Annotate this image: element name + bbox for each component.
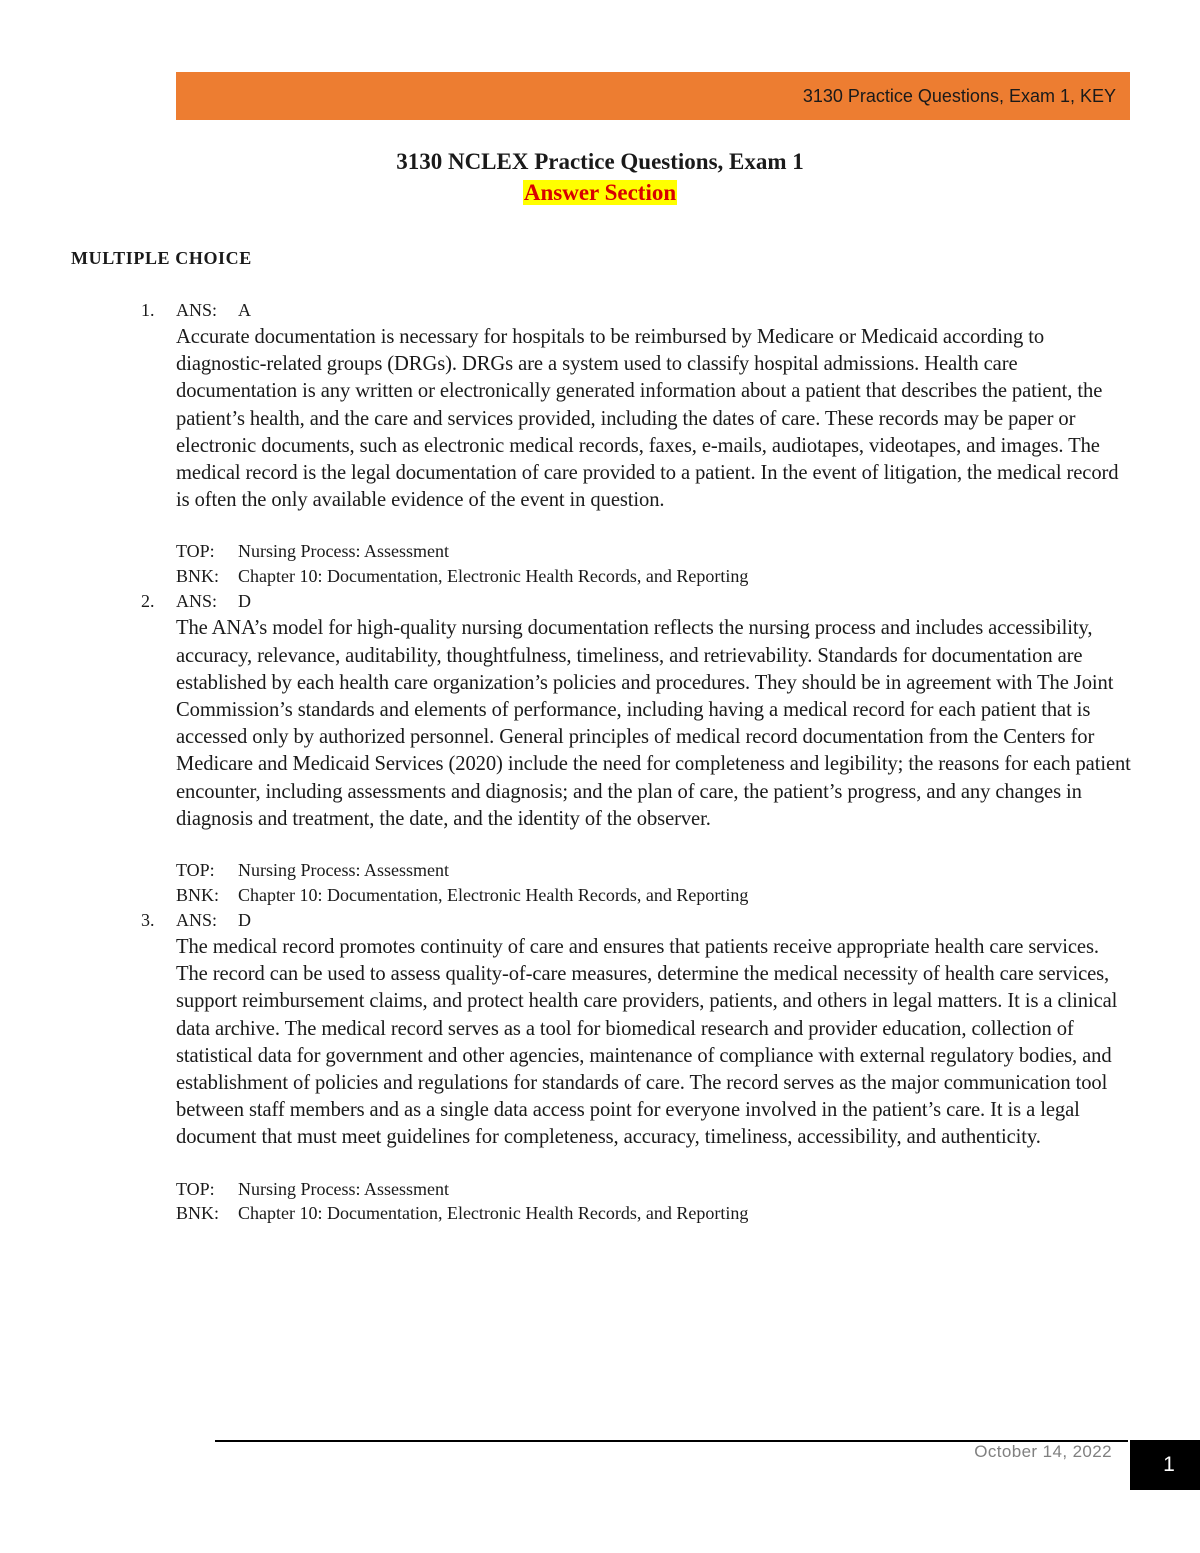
topic-line xyxy=(176,1177,1131,1202)
answer-label: ANS: xyxy=(176,300,218,320)
bank-line xyxy=(176,564,1131,589)
bank-label: BNK: xyxy=(176,1203,220,1224)
question-item xyxy=(141,907,1131,1226)
question-body xyxy=(176,588,1131,907)
bank-value: Chapter 10: Documentation, Electronic Health Records, and Reporting xyxy=(238,565,749,586)
rationale-text: Accurate documentation is necessary for hospitals to be reimbursed by Medicare or Medicaid according to diagnostic-related groups (DRGs). DRGs are a system used to classify hospital admissions. Health care documentation is any written or electronically generated information about a patient that describes the patient, the patient’s health, and the care and services provided, including the dates of care. These records may be paper or electronic documents, such as electronic medical records, faxes, e-mails, audiotapes, videotapes, and images. The medical record is the legal documentation of care provided to a patient. In the event of litigation, the medical record is often the only available evidence of the event in question. xyxy=(176,326,1119,512)
section-heading: MULTIPLE CHOICE xyxy=(71,248,252,268)
rationale-text: The medical record promotes continuity of care and ensures that patients receive appropriate health care services. The record can be used to assess quality-of-care measures, determine the medical necessity of health care services, support reimbursement claims, and protect health care providers, patients, and others in legal matters. It is a clinical data archive. The medical record serves as a tool for biomedical research and provider education, collection of statistical data for government and other agencies, maintenance of compliance with external regulatory bodies, and establishment of policies and regulations for standards of care. The record serves as the major communication tool between staff members and as a single data access point for everyone involved in the patient’s care. It is a legal document that must meet guidelines for completeness, accuracy, timeliness, accessibility, and authenticity. xyxy=(176,936,1118,1149)
bank-line xyxy=(176,1201,1131,1226)
question-body xyxy=(176,297,1131,588)
bank-label: BNK: xyxy=(176,884,220,905)
topic-label: TOP: xyxy=(176,541,215,562)
question-meta xyxy=(176,1177,1131,1226)
document-title: 3130 NCLEX Practice Questions, Exam 1 xyxy=(396,149,804,174)
question-item xyxy=(141,297,1131,588)
topic-line xyxy=(176,539,1131,564)
question-number: 3. xyxy=(141,910,155,931)
answer-line xyxy=(176,588,1131,615)
bank-value: Chapter 10: Documentation, Electronic Health Records, and Reporting xyxy=(238,1203,749,1224)
question-number: 2. xyxy=(141,591,155,612)
question-meta xyxy=(176,858,1131,907)
topic-value: Nursing Process: Assessment xyxy=(238,860,449,881)
answer-value: D xyxy=(238,910,251,931)
question-item xyxy=(141,588,1131,907)
subtitle-highlight: Answer Section xyxy=(523,180,677,205)
topic-line xyxy=(176,858,1131,883)
bank-label: BNK: xyxy=(176,565,220,586)
answer-line xyxy=(176,907,1131,934)
header-text: 3130 Practice Questions, Exam 1, KEY xyxy=(802,86,1116,106)
answer-line xyxy=(176,297,1131,324)
title-block xyxy=(0,146,1200,208)
rationale-text: The ANA’s model for high-quality nursing documentation reflects the nursing process and includes accessibility, accuracy, relevance, auditability, thoughtfulness, timeliness, and retrievability. Standards for documentation are established by each health care organization’s policies and procedures. They should be in agreement with The Joint Commission’s standards and elements of performance, including having a medical record for each patient that is accessed only by authorized personnel. General principles of medical record documentation from the Centers for Medicare and Medicaid Services (2020) include the need for completeness and legibility; the reasons for each patient encounter, including assessments and diagnosis; and the plan of care, the patient’s progress, and any changes in diagnosis and treatment, the date, and the identity of the observer. xyxy=(176,617,1131,830)
bank-line xyxy=(176,883,1131,908)
bank-value: Chapter 10: Documentation, Electronic Health Records, and Reporting xyxy=(238,884,749,905)
header-band xyxy=(176,72,1130,120)
topic-label: TOP: xyxy=(176,1178,215,1199)
question-body xyxy=(176,907,1131,1226)
page-number: 1 xyxy=(1130,1440,1200,1490)
footer-date: October 14, 2022 xyxy=(974,1442,1112,1461)
topic-value: Nursing Process: Assessment xyxy=(238,1178,449,1199)
answer-label: ANS: xyxy=(176,910,218,931)
question-list xyxy=(141,297,1131,1226)
question-meta xyxy=(176,539,1131,588)
answer-value: A xyxy=(238,300,251,320)
answer-label: ANS: xyxy=(176,591,218,612)
topic-label: TOP: xyxy=(176,860,215,881)
topic-value: Nursing Process: Assessment xyxy=(238,541,449,562)
answer-value: D xyxy=(238,591,251,612)
question-number: 1. xyxy=(141,300,155,320)
document-subtitle xyxy=(0,178,1200,208)
